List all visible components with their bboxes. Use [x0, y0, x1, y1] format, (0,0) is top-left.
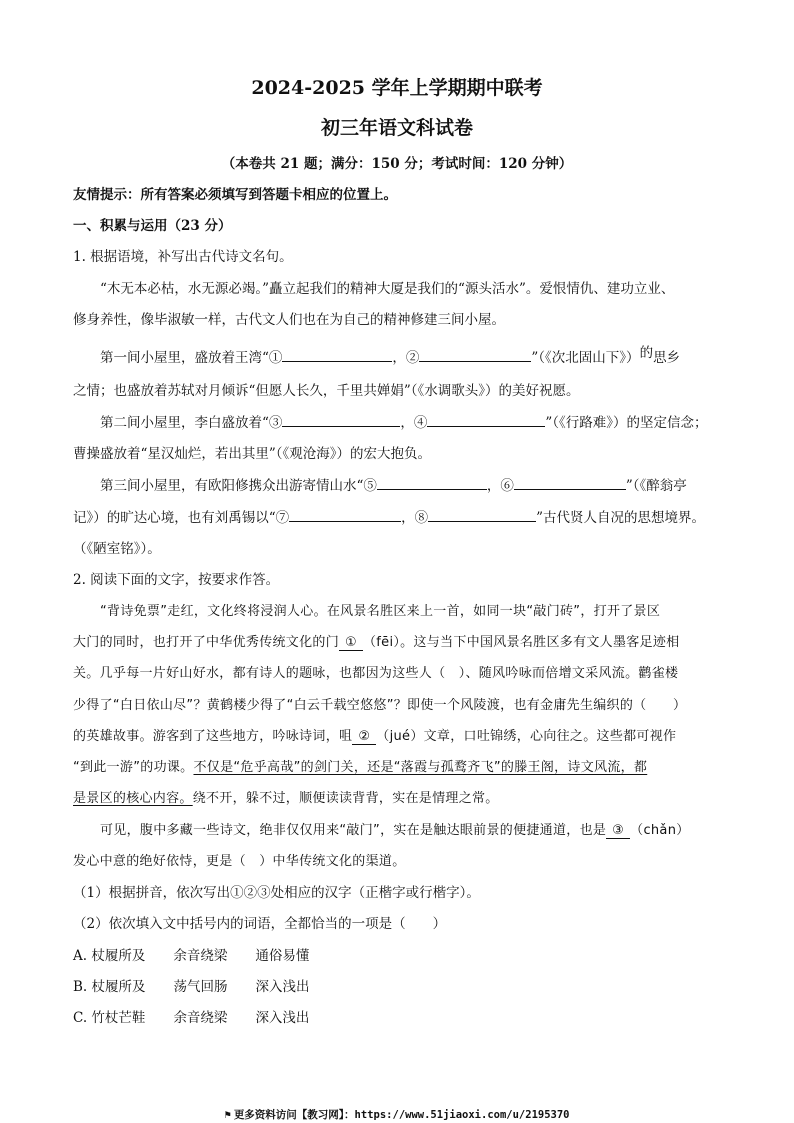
q2-stem: 2. 阅读下面的文字，按要求作答。	[73, 572, 280, 588]
q1-para-line: “木无本必枯，水无源必竭。”矗立起我们的精神大厦是我们的“源头活水”。爱恨情仇、建功立业、	[100, 281, 675, 297]
answer-blank-5[interactable]	[377, 475, 487, 490]
answer-blank-8[interactable]	[428, 507, 536, 522]
passage-line: 发心中意的绝好依恃，更是（ ）中华传统文化的渠道。	[73, 854, 406, 869]
passage-line: 少得了“白日依山尽”？黄鹤楼少得了“白云千载空悠悠”？即使一个风陵渡，也有金庸先生编织的（ ）	[73, 698, 687, 713]
pinyin-blank-1[interactable]: ①	[339, 635, 363, 651]
passage-line: 关。几乎每一片好山好水，都有诗人的题咏，也都因为这些人（ ）、随风吟咏而倍增文采风流。鹳雀楼	[73, 666, 679, 681]
passage-line: “到此一游”的功课。不仅是“危乎高哉”的剑门关，还是“落霞与孤鹜齐飞”的滕王阁，诗文风流，都	[73, 760, 648, 775]
passage-line: 可见，腹中多藏一些诗文，绝非仅仅用来“敲门”，实在是触达眼前景的便捷通道，也是 ③ （chǎn）	[100, 823, 690, 838]
option-c[interactable]: C. 竹杖芒鞋 余音绕梁 深入浅出	[73, 1010, 310, 1026]
passage-line: 的英雄故事。游客到了这些地方，吟咏诗词，咀 ② （jué）文章，口吐锦绣，心向往之。这些都可视作	[73, 729, 677, 744]
flag-icon: ⚑	[224, 1109, 231, 1121]
answer-blank-6[interactable]	[514, 475, 626, 490]
passage-line: 大门的同时，也打开了中华优秀传统文化的门 ① （fēi）。这与当下中国风景名胜区多有文人墨客足迹相	[73, 635, 680, 650]
q1-room3-line3: （《陋室铭》）。	[73, 541, 161, 557]
q1-room2-line2: 曹操盛放着“星汉灿烂，若出其里”（《观沧海》）的宏大抱负。	[73, 446, 432, 462]
notice: 友情提示：所有答案必须填写到答题卡相应的位置上。	[73, 187, 397, 203]
answer-blank-1[interactable]	[282, 347, 392, 362]
q1-stem: 1. 根据语境，补写出古代诗文名句。	[73, 249, 293, 265]
exam-info: （本卷共 21 题；满分：150 分；考试时间：120 分钟）	[221, 156, 573, 172]
underlined-sentence: 不仅是“危乎高哉”的剑门关，还是“落霞与孤鹜齐飞”的滕王阁，诗文风流，都	[193, 760, 648, 775]
q1-room2-line: 第二间小屋里，李白盛放着“③ ，④ ”（《行路难》）的坚定信念；	[100, 411, 708, 431]
pinyin-blank-2[interactable]: ②	[352, 729, 376, 745]
answer-blank-3[interactable]	[282, 412, 400, 427]
q1-room1-line: 第一间小屋里，盛放着王湾“① ，② ”（《次北固山下》）的思乡	[100, 345, 681, 366]
exam-subtitle: 初三年语文科试卷	[320, 117, 473, 139]
underlined-sentence-end: 是景区的核心内容。	[73, 791, 193, 806]
footer-link[interactable]: ⚑ 更多资料访问【教习网】：https://www.51jiaoxi.com/u/2195370	[224, 1109, 570, 1121]
q1-room1-line2: 之情；也盛放着苏轼对月倾诉“但愿人长久，千里共婵娟”（《水调歌头》）的美好祝愿。	[73, 383, 580, 399]
passage-line: 是景区的核心内容。绕不开，躲不过，顺便读读背背，实在是情理之常。	[73, 791, 499, 806]
exam-title: 2024-2025 学年上学期期中联考	[251, 77, 543, 99]
passage-line: “背诗免票”走红，文化终将浸润人心。在风景名胜区来上一首，如同一块“敲门砖”，打开了景区	[100, 604, 661, 619]
q1-room3-line2: 记》）的旷达心境，也有刘禹锡以“⑦ ，⑧ ”古代贤人自况的思想境界。	[73, 506, 705, 526]
answer-blank-7[interactable]	[289, 507, 401, 522]
q1-room3-line: 第三间小屋里，有欧阳修携众出游寄情山水“⑤ ，⑥ ”（《醉翁亭	[100, 474, 687, 494]
q1-para-line: 修身养性，像毕淑敏一样，古代文人们也在为自己的精神修建三间小屋。	[73, 312, 505, 328]
option-b[interactable]: B. 杖履所及 荡气回肠 深入浅出	[73, 979, 310, 995]
option-a[interactable]: A. 杖履所及 余音绕梁 通俗易懂	[73, 948, 310, 964]
q2-sub2: （2）依次填入文中括号内的词语，全都恰当的一项是（ ）	[73, 916, 447, 932]
answer-blank-4[interactable]	[427, 412, 545, 427]
answer-blank-2[interactable]	[419, 347, 531, 362]
q2-sub1: （1）根据拼音，依次写出①②③处相应的汉字（正楷字或行楷字）。	[73, 885, 480, 901]
pinyin-blank-3[interactable]: ③	[606, 823, 630, 839]
section-heading: 一、积累与运用（23 分）	[73, 218, 232, 234]
